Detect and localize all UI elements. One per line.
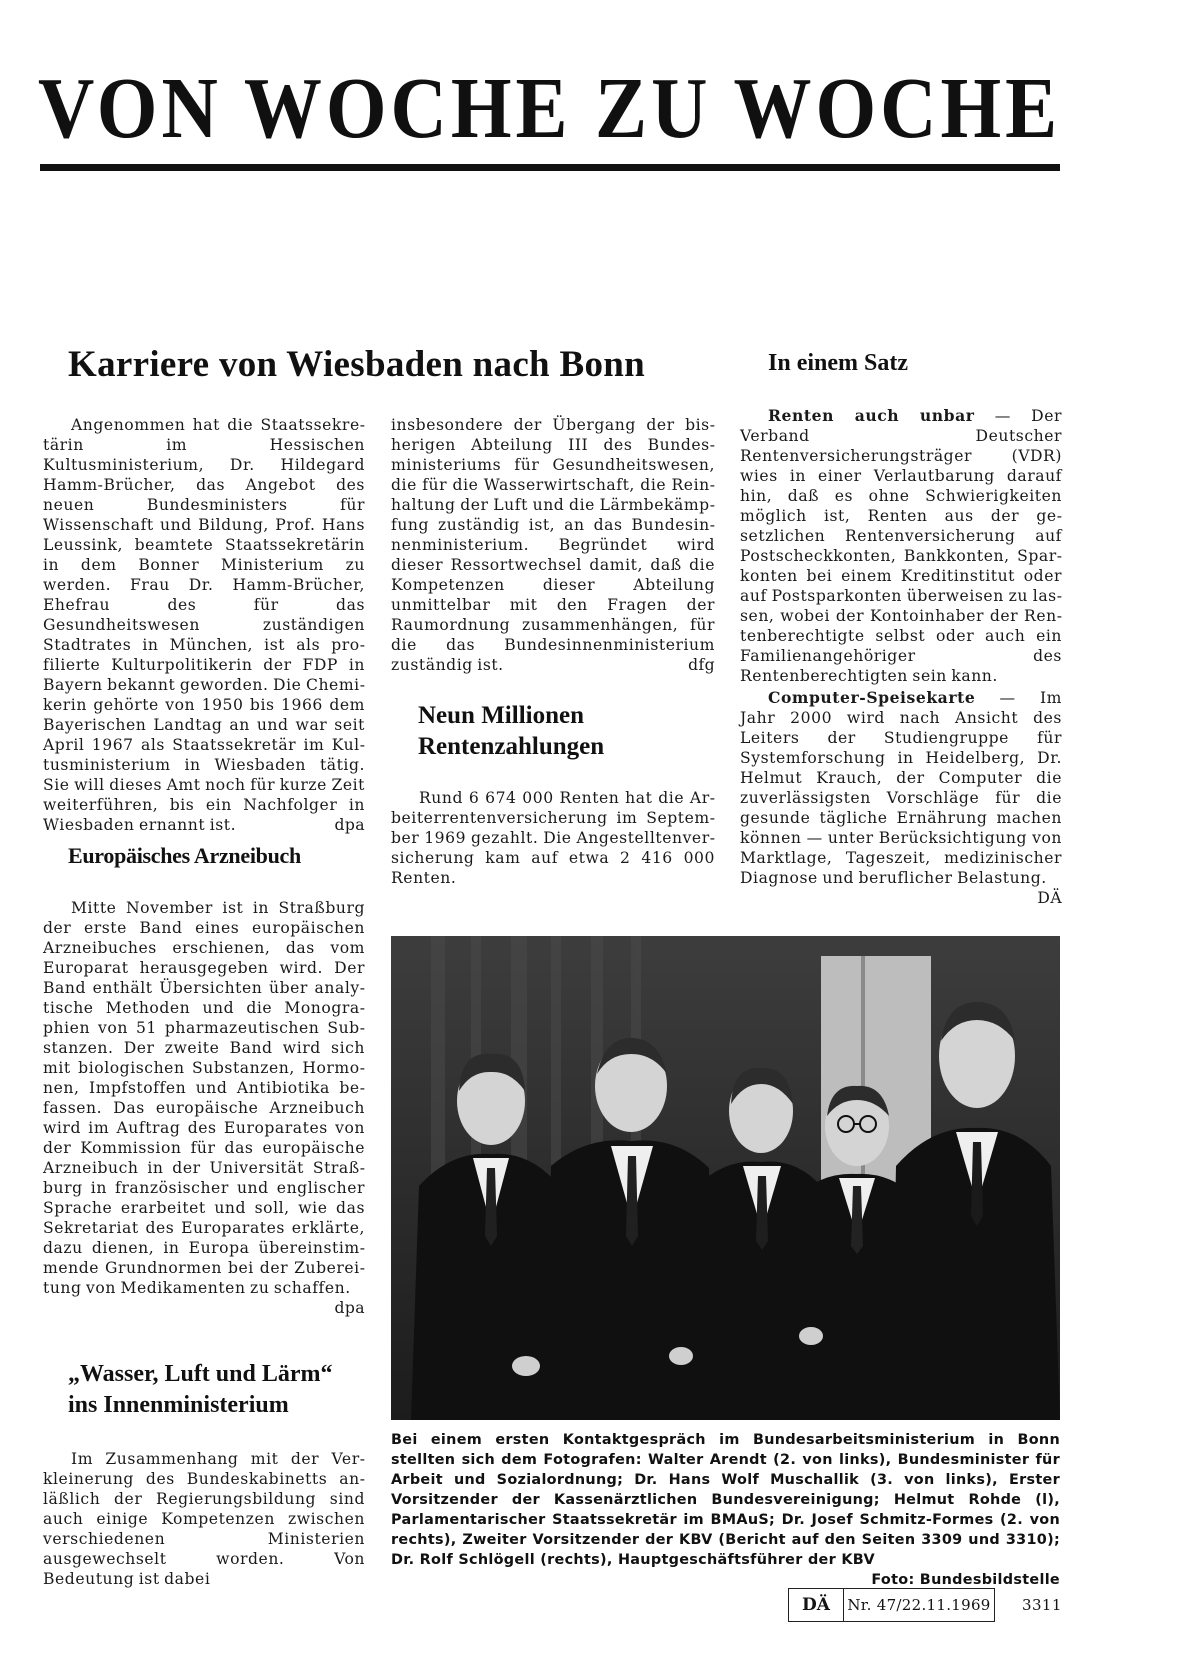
byline-dpa: dpa (334, 816, 365, 834)
photo-caption-text: Bei einem ersten Kontaktgespräch im Bundesarbeitsministerium in Bonn stellten sich dem Fotografen: Walter Arendt (2. von links), Bundesminister für Arbeit und Sozialordnung; Dr. Hans Wolf Muschallik (3. von links), Erster Vorsitzender der Kassenärztlichen Bundesvereinigung; Helmut Rohde (l), Parlamentarischer Staatssekretär im BMAuS; Dr. Josef Schmitz-Formes (2. von rechts), Zweiter Vorsitzender der KBV (Bericht auf den Seiten 3309 und 3310); Dr. Rolf Schlögell (rechts), Hauptgeschäftsführer der KBV (391, 1432, 1060, 1568)
article-wasser-continuation (391, 415, 715, 675)
article-neun-text: Rund 6 674 000 Renten hat die Arbeiterrentenversicherung im September 1969 gezahlt. Die Angestelltenversicherung kam auf etwa 2 416 000 Renten. (391, 789, 715, 887)
headline-wasser-line2: ins Innenministerium (68, 1392, 289, 1418)
issue-number: Nr. 47/22.11.1969 (847, 1596, 991, 1614)
article-karriere-col1-text: Angenommen hat die Staatssekretärin im Hessischen Kultusministerium, Dr. Hildegard Hamm-Brücher, das Angebot des neuen Bundesministers für Wissenschaft und Bildung, Prof. Hans Leussink, beamtete Staatssekretärin in dem Bonner Ministerium zu werden. Frau Dr. Hamm-Brücher, Ehefrau des für das Gesundheitswesen zuständigen Stadtrates in München, ist als profilierte Kulturpolitikerin der FDP in Bayern bekannt geworden. Die Chemikerin gehörte von 1950 bis 1966 dem Bayerischen Landtag an und war seit April 1967 als Staatssekretär im Kultusministerium in Wiesbaden tätig. Sie will dieses Amt noch für kurze Zeit weiterführen, bis ein Nachfolger in Wiesbaden ernannt ist. (43, 416, 365, 834)
group-photo-illustration (391, 936, 1060, 1420)
headline-wasser-luft-laerm (68, 1359, 398, 1421)
article-wasser (43, 1449, 365, 1589)
satz-item-renten (740, 406, 1062, 686)
satz-item-computer (740, 688, 1062, 908)
headline-neun-line1: Neun Millionen (418, 702, 584, 729)
satz-item-computer-text: — Im Jahr 2000 wird nach Ansicht des Leiters der Studiengruppe für Systemforschung in Heidelberg, Dr. Helmut Krauch, der Computer die zuverlässigsten Vorschläge für die gesunde tägliche Ernährung machen können — unter Berücksichtigung von Marktlage, Tageszeit, medizinischer Diagnose und beruflicher Belastung. (740, 689, 1062, 887)
article-wasser-continuation-text: insbesondere der Übergang der bisherigen Abteilung III des Bundesministeriums für Gesundheitswesen, die für die Wasserwirtschaft, die Reinhaltung der Luft und die Lärmbekämpfung zuständig ist, an das Bundesinnenministerium. Begründet wird dieser Ressortwechsel damit, daß die Kompetenzen dieser Abteilung unmittelbar mit den Fragen der Raumordnung zusammenhängen, für die das Bundesinnenministerium zuständig ist. (391, 416, 715, 674)
masthead-rule (40, 164, 1060, 171)
satz-item-computer-lead: Computer-Speisekarte (768, 688, 976, 707)
article-karriere-col1 (43, 415, 365, 835)
photo-caption (391, 1430, 1060, 1590)
masthead-title: VON WOCHE ZU WOCHE (38, 58, 1062, 156)
headline-karriere: Karriere von Wiesbaden nach Bonn (68, 344, 646, 385)
article-wasser-text: Im Zusammenhang mit der Verkleinerung des Bundeskabinetts anläßlich der Regierungsbildung sind auch einige Kompetenzen zwischen verschiedenen Ministerien ausgewechselt worden. Von Bedeutung ist dabei (43, 1450, 365, 1588)
byline-da: DÄ (1037, 889, 1062, 907)
page-number: 3311 (1022, 1596, 1062, 1614)
photo-credit: Foto: Bundesbildstelle (871, 1572, 1060, 1588)
headline-neun-millionen (418, 700, 748, 762)
article-arzneibuch-text: Mitte November ist in Straßburg der erste Band eines europäischen Arzneibuches erschienen, das vom Europarat herausgegeben wird. Der Band enthält Übersichten über analytische Methoden und die Monographien von 51 pharmazeutischen Substanzen. Der zweite Band wird sich mit biologischen Substanzen, Hormonen, Impfstoffen und Antibiotika befassen. Das europäische Arzneibuch wird im Auftrag des Europarates von der Kommission für das europäische Arzneibuch in der Universität Straßburg in französischer und englischer Sprache erarbeitet und soll, wie das Sekretariat des Europarates erklärte, dazu dienen, in Europa übereinstimmende Grundnormen bei der Zubereitung von Medikamenten zu schaffen. (43, 899, 365, 1297)
satz-item-renten-lead: Renten auch unbar (768, 406, 975, 425)
article-arzneibuch (43, 898, 365, 1318)
journal-mark: DÄ (789, 1589, 844, 1621)
article-neun-millionen (391, 788, 715, 888)
headline-wasser-line1: „Wasser, Luft und Lärm“ (68, 1361, 333, 1387)
group-photo (391, 936, 1060, 1420)
headline-neun-line2: Rentenzahlungen (418, 733, 605, 760)
headline-europaeisches-arzneibuch: Europäisches Arzneibuch (68, 843, 301, 868)
satz-item-renten-text: — Der Verband Deutscher Rentenversicherungsträger (VDR) wies in einer Verlautbarung darauf hin, daß es ohne Schwierigkeiten möglich ist, Renten aus der gesetzlichen Rentenversicherung auf Postscheckkonten, Bankkonten, Sparkonten bei einem Kreditinstitut oder auf Postsparkonten überweisen zu lassen, wobei der Kontoinhaber der Rentenberechtigte selbst oder auch ein Familienangehöriger des Rentenberechtigten sein kann. (740, 407, 1062, 685)
issue-box (788, 1588, 995, 1622)
byline-dpa-2: dpa (334, 1299, 365, 1317)
byline-dfg: dfg (688, 656, 715, 674)
headline-in-einem-satz: In einem Satz (768, 350, 908, 376)
